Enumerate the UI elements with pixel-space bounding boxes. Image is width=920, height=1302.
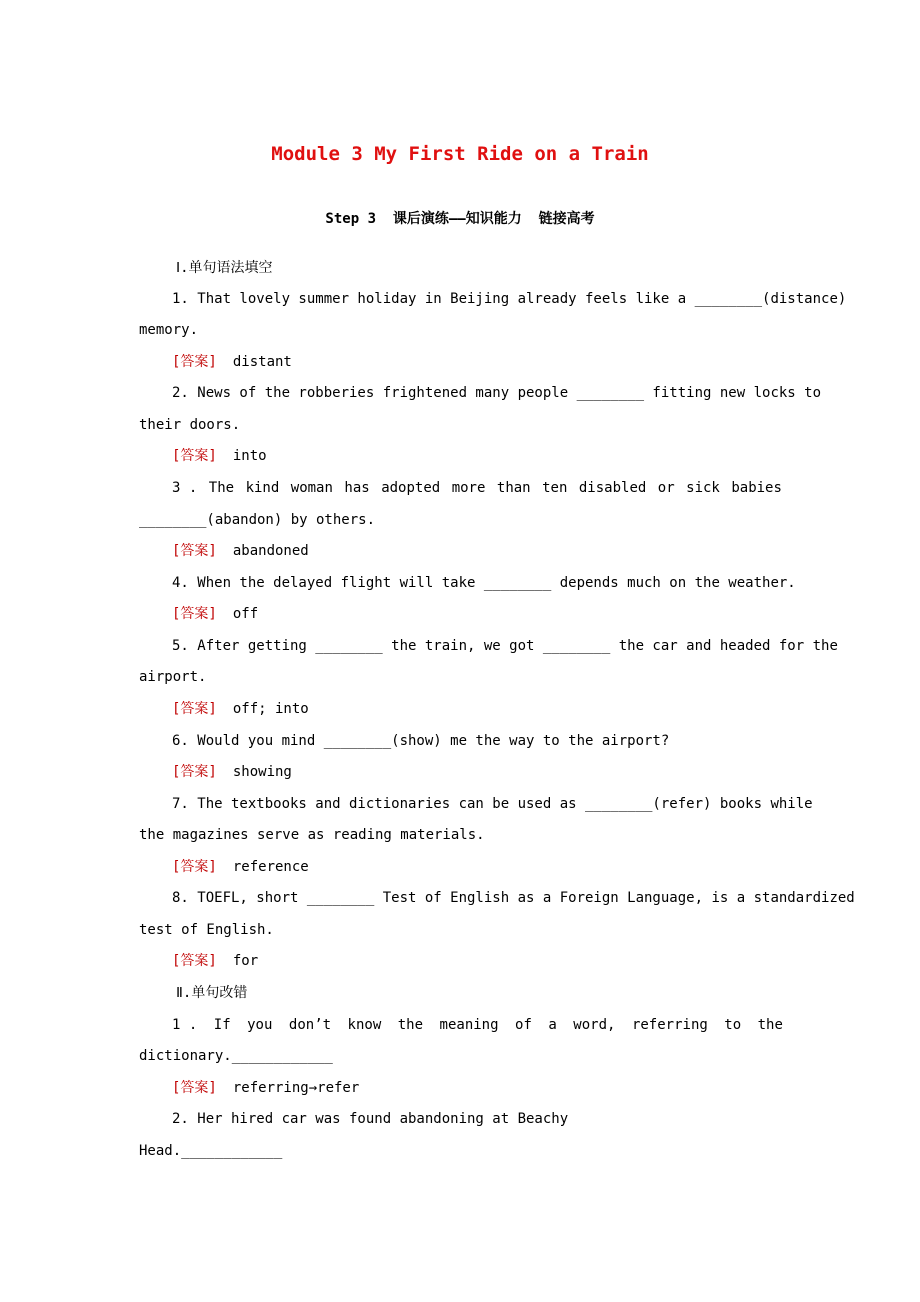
answer-label: [答案] (172, 606, 217, 622)
word: sick (686, 480, 720, 496)
answer-text: off; into (232, 701, 309, 717)
correction-1-cont: dictionary.____________ (139, 1048, 333, 1064)
question-8-cont: test of English. (139, 922, 274, 938)
section2-heading: Ⅱ.单句改错 (176, 985, 248, 1001)
word: adopted (381, 480, 441, 496)
word: If (213, 1017, 231, 1033)
word: you (247, 1017, 273, 1033)
answer-3 (172, 541, 309, 561)
word: than (496, 480, 531, 496)
question-7-cont: the magazines serve as reading materials. (139, 827, 485, 843)
answer-label: [答案] (172, 859, 217, 875)
answer-8 (172, 951, 258, 971)
question-3-cont: ________(abandon) by others. (139, 512, 376, 528)
answer-label: [答案] (172, 1080, 217, 1096)
word: or (657, 480, 675, 496)
correction-2-cont: Head.____________ (139, 1143, 283, 1159)
word: more (451, 480, 486, 496)
answer-text: for (232, 953, 259, 969)
word: meaning (439, 1017, 499, 1033)
answer-label: [答案] (172, 543, 217, 559)
word: The (208, 480, 235, 496)
question-2-cont: their doors. (139, 417, 241, 433)
question-5-cont: airport. (139, 669, 207, 685)
word: woman (290, 480, 333, 496)
word: 1 . (172, 1017, 198, 1033)
question-1: 1. That lovely summer holiday in Beijing already feels like a ________(distance) (172, 291, 847, 307)
word: has (344, 480, 370, 496)
word: disabled (578, 480, 647, 496)
word: the (757, 1017, 783, 1033)
answer-7 (172, 857, 309, 877)
question-7: 7. The textbooks and dictionaries can be used as ________(refer) books while (172, 796, 813, 812)
word: to (724, 1017, 742, 1033)
answer-text: distant (232, 354, 292, 370)
answer-text: referring→refer (232, 1080, 360, 1096)
answer-text: reference (232, 859, 309, 875)
word: ten (542, 480, 568, 496)
word: babies (731, 480, 782, 496)
word: a (548, 1017, 557, 1033)
answer-label: [答案] (172, 448, 217, 464)
word: kind (245, 480, 280, 496)
correction-2: 2. Her hired car was found abandoning at Beachy (172, 1111, 569, 1127)
answer-text: showing (232, 764, 292, 780)
answer-label: [答案] (172, 764, 217, 780)
question-8: 8. TOEFL, short ________ Test of English as a Foreign Language, is a standardized (172, 890, 855, 906)
question-1-cont: memory. (139, 322, 199, 338)
section1-heading: Ⅰ.单句语法填空 (176, 260, 273, 276)
answer-label: [答案] (172, 354, 217, 370)
word: 3 . (172, 480, 198, 496)
answer-text: off (232, 606, 259, 622)
answer-1 (172, 352, 292, 372)
question-4: 4. When the delayed flight will take ________ depends much on the weather. (172, 575, 796, 591)
answer-4 (172, 604, 258, 624)
question-3 (172, 478, 782, 498)
answer-text: into (232, 448, 267, 464)
answer-5 (172, 699, 309, 719)
answer-text: abandoned (232, 543, 309, 559)
question-2: 2. News of the robberies frightened many people ________ fitting new locks to (172, 385, 822, 401)
question-5: 5. After getting ________ the train, we got ________ the car and headed for the (172, 638, 838, 654)
word: referring (631, 1017, 708, 1033)
answer-2 (172, 446, 267, 466)
correction-answer-1 (172, 1078, 359, 1098)
word: know (347, 1017, 382, 1033)
answer-label: [答案] (172, 953, 217, 969)
word: the (397, 1017, 424, 1033)
question-6: 6. Would you mind ________(show) me the way to the airport? (172, 733, 670, 749)
word: of (515, 1017, 532, 1033)
document-title: Module 3 My First Ride on a Train (271, 143, 649, 165)
word: don’t (288, 1017, 332, 1033)
word: word, (573, 1017, 616, 1033)
answer-label: [答案] (172, 701, 217, 717)
answer-6 (172, 762, 292, 782)
correction-1 (172, 1015, 783, 1035)
step-heading: Step 3 课后演练——知识能力 链接高考 (325, 211, 595, 227)
